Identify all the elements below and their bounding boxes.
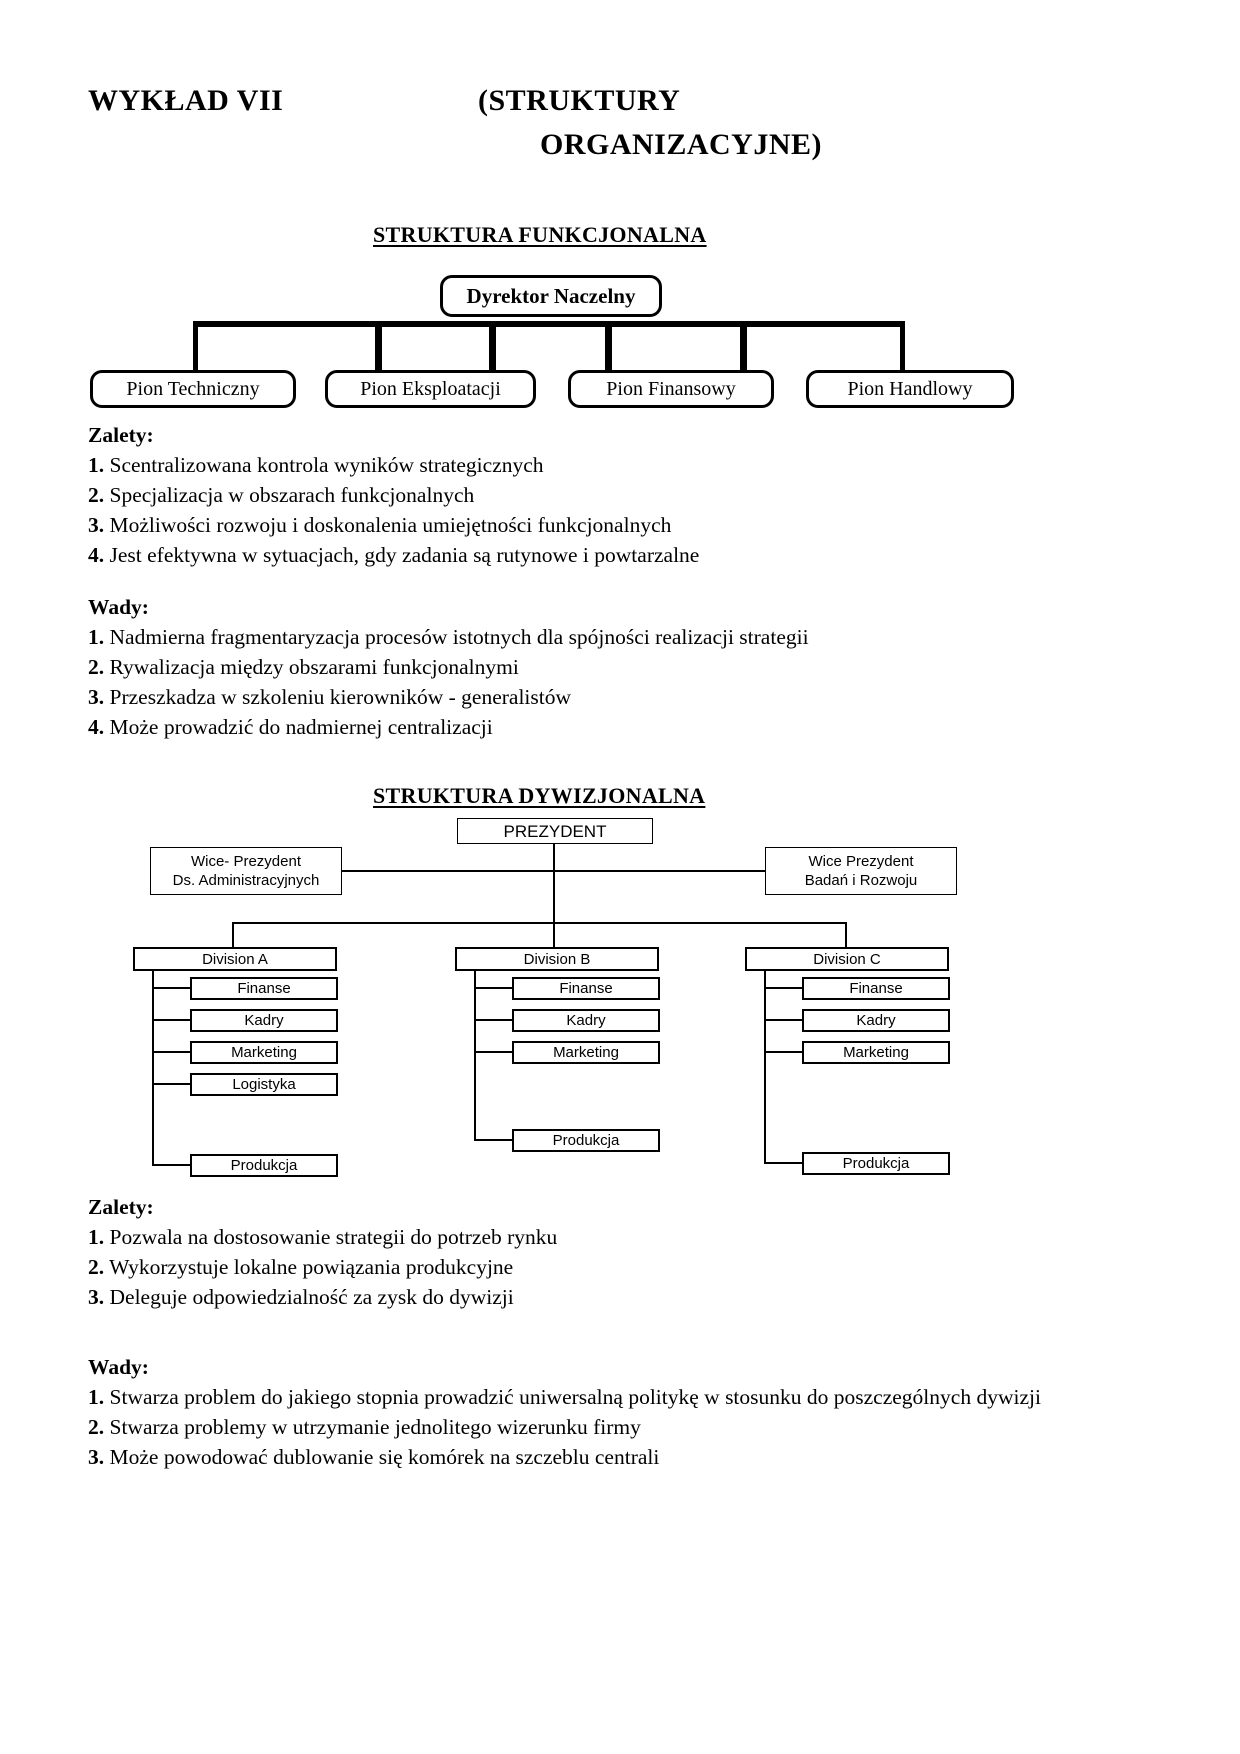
list-marker: 1. [88, 1385, 105, 1409]
list-marker: 1. [88, 453, 105, 477]
node-a-finanse: Finanse [190, 977, 338, 1000]
connector-division-b-drop [553, 922, 555, 948]
vp-right-line1: Wice Prezydent [808, 853, 914, 870]
list-item [88, 1412, 1048, 1442]
list-item [88, 1382, 1048, 1412]
node-pion-eksploatacji: Pion Eksploatacji [325, 370, 536, 408]
functional-advantages-heading: Zalety: [88, 423, 154, 447]
list-marker: 3. [88, 513, 105, 537]
list-item [88, 510, 1088, 540]
node-a-produkcja: Produkcja [190, 1154, 338, 1177]
connector-division-a-drop [232, 922, 234, 948]
title-lecture-number: WYKŁAD VII [88, 84, 284, 117]
node-pion-finansowy: Pion Finansowy [568, 370, 774, 408]
functional-advantages-block [88, 420, 1088, 570]
connector-vertical-1 [193, 321, 198, 373]
list-item [88, 450, 1088, 480]
connector-b-dept-2 [474, 1019, 512, 1021]
connector-a-dept-3 [152, 1051, 190, 1053]
node-c-finanse: Finanse [802, 977, 950, 1000]
title-topic-line2: ORGANIZACYJNE) [540, 128, 823, 161]
connector-a-dept-4 [152, 1083, 190, 1085]
list-marker: 1. [88, 625, 105, 649]
node-a-logistyka: Logistyka [190, 1073, 338, 1096]
connector-vertical-4 [605, 321, 612, 373]
vp-right-line2: Badań i Rozwoju [804, 872, 918, 889]
connector-c-dept-1 [764, 987, 802, 989]
list-marker: 2. [88, 1255, 105, 1279]
functional-disadvantages-heading: Wady: [88, 595, 149, 619]
node-b-produkcja: Produkcja [512, 1129, 660, 1152]
heading-struktura-dywizjonalna: STRUKTURA DYWIZJONALNA [373, 783, 706, 808]
node-division-b: Division B [455, 947, 659, 971]
node-division-c: Division C [745, 947, 949, 971]
list-marker: 3. [88, 685, 105, 709]
list-marker: 2. [88, 1415, 105, 1439]
connector-division-bus [232, 922, 847, 924]
node-b-finanse: Finanse [512, 977, 660, 1000]
list-item [88, 480, 1088, 510]
node-c-marketing: Marketing [802, 1041, 950, 1064]
connector-horizontal-bus [193, 321, 905, 327]
connector-b-dept-3 [474, 1051, 512, 1053]
node-b-marketing: Marketing [512, 1041, 660, 1064]
list-item [88, 1252, 1088, 1282]
node-a-marketing: Marketing [190, 1041, 338, 1064]
list-marker: 3. [88, 1445, 105, 1469]
node-division-a: Division A [133, 947, 337, 971]
list-item [88, 540, 1088, 570]
connector-a-dept-2 [152, 1019, 190, 1021]
connector-a-dept-1 [152, 987, 190, 989]
connector-c-dept-4 [764, 1162, 802, 1164]
list-text: Scentralizowana kontrola wyników strategicznych [109, 453, 544, 477]
list-item [88, 682, 1128, 712]
list-marker: 2. [88, 655, 105, 679]
list-text: Możliwości rozwoju i doskonalenia umiejętności funkcjonalnych [109, 513, 672, 537]
divisional-disadvantages-block [88, 1352, 1048, 1472]
list-text: Nadmierna fragmentaryzacja procesów istotnych dla spójności realizacji strategii [109, 625, 809, 649]
heading-struktura-funkcjonalna: STRUKTURA FUNKCJONALNA [373, 222, 707, 247]
divisional-disadvantages-heading: Wady: [88, 1355, 149, 1379]
list-marker: 2. [88, 483, 105, 507]
list-text: Jest efektywna w sytuacjach, gdy zadania są rutynowe i powtarzalne [109, 543, 700, 567]
list-text: Wykorzystuje lokalne powiązania produkcyjne [109, 1255, 514, 1279]
list-item [88, 622, 1128, 652]
node-b-kadry: Kadry [512, 1009, 660, 1032]
node-a-kadry: Kadry [190, 1009, 338, 1032]
divisional-advantages-block [88, 1192, 1088, 1312]
node-wice-prezydent-badan-rozwoju [765, 847, 957, 895]
connector-b-dept-1 [474, 987, 512, 989]
list-text: Pozwala na dostosowanie strategii do potrzeb rynku [109, 1225, 558, 1249]
node-c-kadry: Kadry [802, 1009, 950, 1032]
list-marker: 3. [88, 1285, 105, 1309]
list-item [88, 1282, 1088, 1312]
list-text: Rywalizacja między obszarami funkcjonalnymi [109, 655, 519, 679]
node-wice-prezydent-administracyjny [150, 847, 342, 895]
connector-vertical-6 [900, 321, 905, 373]
list-item [88, 1442, 1048, 1472]
list-text: Stwarza problemy w utrzymanie jednolitego wizerunku firmy [109, 1415, 641, 1439]
node-prezydent: PREZYDENT [457, 818, 653, 844]
list-marker: 4. [88, 715, 105, 739]
node-dyrektor-naczelny: Dyrektor Naczelny [440, 275, 662, 317]
divisional-org-chart [0, 810, 1240, 1174]
node-pion-handlowy: Pion Handlowy [806, 370, 1014, 408]
list-marker: 1. [88, 1225, 105, 1249]
connector-vertical-3 [489, 321, 496, 373]
divisional-advantages-heading: Zalety: [88, 1195, 154, 1219]
list-text: Stwarza problem do jakiego stopnia prowadzić uniwersalną politykę w stosunku do poszczególnych dywizji [109, 1385, 1041, 1409]
list-item [88, 1222, 1088, 1252]
list-item [88, 712, 1128, 742]
list-text: Specjalizacja w obszarach funkcjonalnych [109, 483, 475, 507]
list-text: Może powodować dublowanie się komórek na szczeblu centrali [109, 1445, 660, 1469]
connector-division-b-rail [474, 971, 476, 1141]
connector-division-c-rail [764, 971, 766, 1164]
list-text: Deleguje odpowiedzialność za zysk do dywizji [109, 1285, 514, 1309]
list-text: Może prowadzić do nadmiernej centralizacji [109, 715, 493, 739]
connector-c-dept-2 [764, 1019, 802, 1021]
connector-c-dept-3 [764, 1051, 802, 1053]
list-text: Przeszkadza w szkoleniu kierowników - generalistów [109, 685, 572, 709]
title-topic-line1: (STRUKTURY [478, 84, 681, 117]
connector-division-a-rail [152, 971, 154, 1166]
node-c-produkcja: Produkcja [802, 1152, 950, 1175]
connector-vp-right [553, 870, 766, 872]
list-marker: 4. [88, 543, 105, 567]
connector-division-c-drop [845, 922, 847, 948]
list-item [88, 652, 1128, 682]
connector-vertical-5 [740, 321, 747, 373]
connector-a-dept-5 [152, 1164, 190, 1166]
functional-disadvantages-block [88, 592, 1128, 742]
connector-vertical-2 [375, 321, 382, 373]
functional-org-chart [0, 265, 1240, 415]
connector-vp-left [342, 870, 554, 872]
node-pion-techniczny: Pion Techniczny [90, 370, 296, 408]
vp-left-line1: Wice- Prezydent [190, 853, 302, 870]
vp-left-line2: Ds. Administracyjnych [172, 872, 320, 889]
connector-b-dept-4 [474, 1139, 512, 1141]
